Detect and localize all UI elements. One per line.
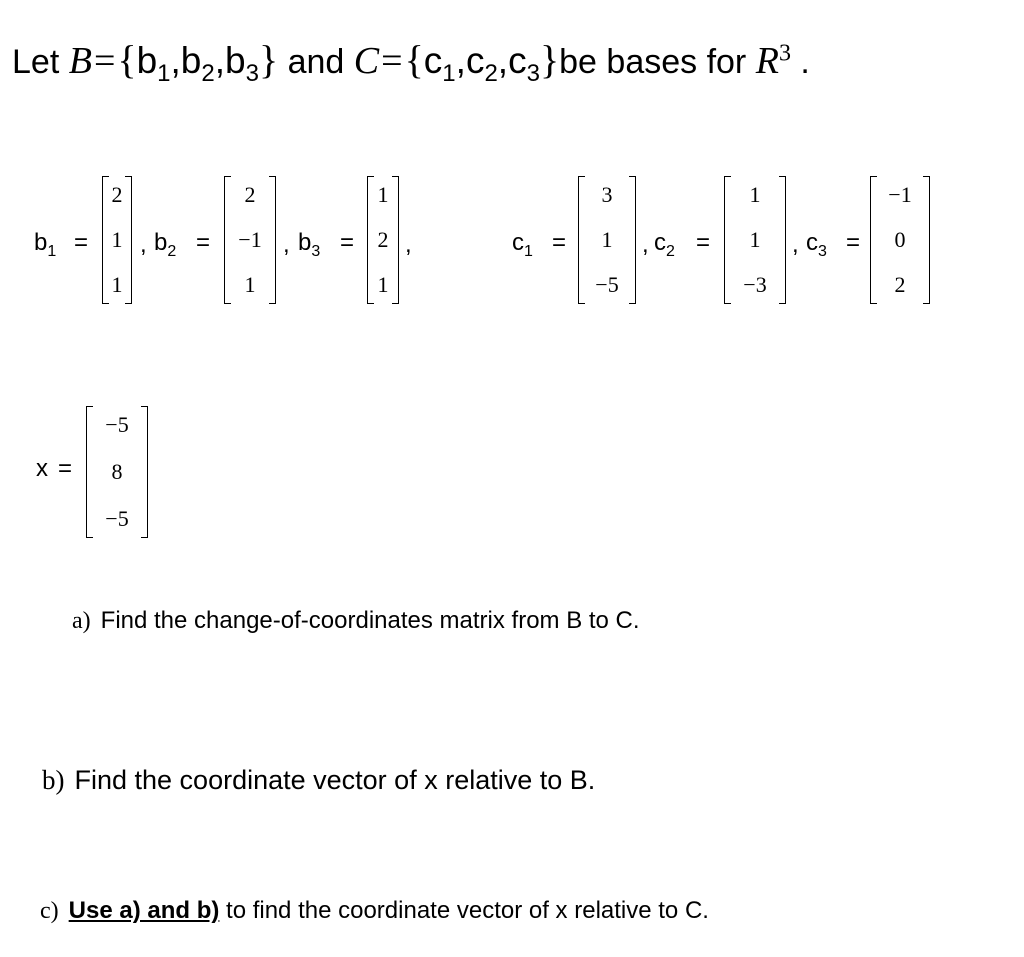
r-symbol: R (755, 40, 779, 82)
b3-subscript: 3 (245, 59, 259, 87)
b1-symbol: b (136, 40, 158, 81)
b3-entry-1: 1 (377, 182, 389, 207)
c2-sub: 2 (666, 242, 675, 260)
basis-c-symbol: C (353, 40, 380, 82)
equals-sign: = (381, 40, 403, 82)
comma: , (140, 231, 147, 258)
problem-statement (12, 30, 810, 92)
question-c (40, 896, 709, 926)
c1-entry-2: 1 (601, 227, 613, 252)
c3-label (806, 228, 827, 258)
c1-entry-1: 3 (601, 182, 613, 207)
vector-b1 (102, 176, 132, 304)
r-superscript: 3 (778, 40, 791, 67)
c3-sub: 3 (818, 242, 827, 260)
question-b-text: Find the coordinate vector of x relative to B. (74, 765, 596, 795)
vector-c3 (870, 176, 930, 304)
c1-entry-3: −5 (595, 272, 619, 297)
c3-entry-3: 2 (894, 272, 906, 297)
c3-letter: c (806, 229, 818, 256)
c2-subscript: 2 (484, 59, 498, 87)
question-c-text: to find the coordinate vector of x relative to C. (219, 897, 709, 924)
c2-symbol: c (465, 40, 485, 81)
question-a (72, 606, 640, 636)
let-word: Let (12, 43, 60, 81)
b1-sub: 1 (47, 242, 57, 260)
x-label: x (36, 455, 48, 482)
c2-label (654, 228, 675, 258)
brace-close: } (258, 37, 279, 82)
equals-sign: = (58, 455, 73, 482)
vector-c2 (724, 176, 786, 304)
question-a-label: a) (72, 608, 91, 634)
question-a-text: Find the change-of-coordinates matrix from B to C. (100, 607, 640, 634)
c1-symbol: c (423, 40, 443, 81)
brace-close: } (539, 37, 560, 82)
x-entry-2: 8 (111, 459, 123, 484)
b1-entry-2: 1 (111, 227, 123, 252)
b3-entry-2: 2 (377, 227, 389, 252)
b2-subscript: 2 (201, 59, 215, 87)
b3-entry-3: 1 (377, 272, 389, 297)
b2-entry-1: 2 (244, 182, 256, 207)
c3-entry-2: 0 (894, 227, 906, 252)
question-c-emphasis: Use a) and b) (68, 897, 220, 924)
b1-entry-3: 1 (111, 272, 123, 297)
c1-sub: 1 (524, 242, 533, 260)
b1-label (34, 228, 56, 258)
c1-label (512, 228, 533, 258)
b3-symbol: b (225, 40, 246, 81)
c2-letter: c (654, 229, 666, 256)
c2-entry-2: 1 (749, 227, 761, 252)
comma: , (642, 231, 649, 258)
c1-subscript: 1 (442, 59, 456, 87)
basis-b-symbol: B (68, 40, 92, 82)
question-c-label: c) (40, 898, 59, 924)
b3-label (298, 228, 320, 258)
b3-sub: 3 (311, 242, 321, 260)
equals-sign: = (846, 229, 861, 256)
x-entry-1: −5 (105, 412, 129, 437)
vector-x (86, 406, 148, 538)
c3-symbol: c (508, 40, 527, 81)
and-word: and (287, 43, 345, 81)
b2-letter: b (154, 229, 168, 256)
vector-b3 (367, 176, 399, 304)
b2-sub: 2 (167, 242, 177, 260)
vector-b2 (224, 176, 276, 304)
equals-sign: = (696, 229, 711, 256)
c2-entry-1: 1 (749, 182, 761, 207)
b1-entry-1: 2 (111, 182, 123, 207)
equals-sign: = (74, 229, 89, 256)
comma: , (170, 40, 181, 81)
x-entry-3: −5 (105, 506, 129, 531)
question-b-label: b) (42, 765, 65, 795)
comma: , (405, 231, 412, 258)
comma: , (283, 231, 290, 258)
b2-entry-3: 1 (244, 272, 256, 297)
vector-c1 (578, 176, 636, 304)
question-b (42, 765, 595, 795)
comma: , (792, 231, 799, 258)
period: . (800, 43, 810, 81)
equals-sign: = (340, 229, 355, 256)
brace-open: { (117, 37, 137, 82)
b2-label (154, 228, 176, 258)
brace-open: { (404, 37, 424, 82)
c3-entry-1: −1 (888, 182, 912, 207)
b1-letter: b (34, 229, 48, 256)
c3-subscript: 3 (526, 59, 540, 87)
comma: , (214, 40, 226, 81)
b3-letter: b (298, 229, 312, 256)
comma: , (455, 40, 466, 81)
b1-subscript: 1 (157, 59, 171, 87)
equals-sign: = (93, 40, 116, 82)
equals-sign: = (196, 229, 211, 256)
be-bases-for-text: be bases for (559, 43, 747, 81)
b2-entry-2: −1 (238, 227, 262, 252)
c1-letter: c (512, 229, 524, 256)
c2-entry-3: −3 (743, 272, 767, 297)
equals-sign: = (552, 229, 567, 256)
b2-symbol: b (180, 40, 202, 81)
comma: , (497, 40, 509, 81)
